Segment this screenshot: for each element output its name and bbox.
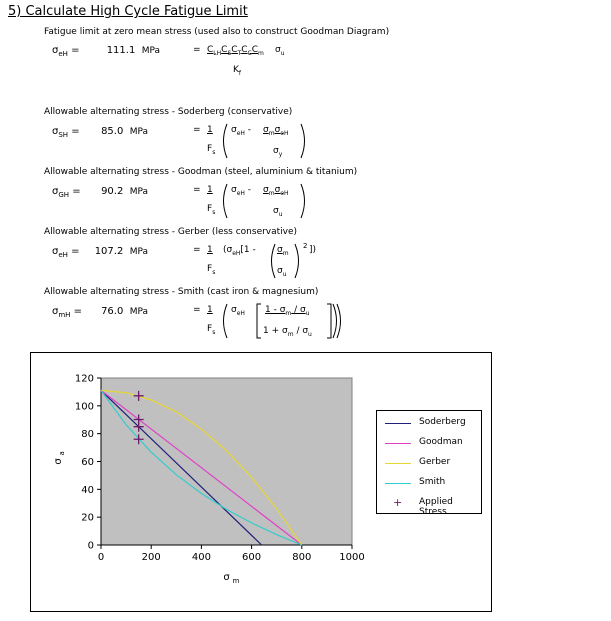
value-fatigue-limit: 111.1 MPa [106, 45, 160, 56]
formula-soderberg: = 1 $F_s$ $\sigma_{eH}$ - $\sigma_m\sigma_{eH}$ $\sigma_y$ [193, 122, 313, 162]
value-goodman: 90.2 MPa [101, 186, 148, 197]
formula-gerber: = 1 $F_s$ ($\sigma_{eH}[1$ - $\sigma_m$ $\sigma_u$ 2 ]) [193, 242, 317, 278]
legend-swatch: + [393, 496, 403, 509]
symbol-goodman: $\sigma_{GH}$ = [52, 186, 81, 199]
x-tick-label: 600 [242, 552, 262, 563]
y-tick-label: 80 [81, 429, 94, 441]
x-tick-label: 400 [191, 552, 211, 563]
legend-label: Smith [419, 477, 446, 487]
y-tick-label: 0 [87, 540, 94, 552]
y-tick-label: 40 [81, 484, 94, 496]
y-tick-label: 60 [81, 457, 94, 468]
x-tick-label: 200 [141, 552, 161, 563]
caption-soderberg: Allowable alternating stress - Soderberg (conservative) [44, 107, 293, 117]
value-gerber: 107.2 MPa [94, 246, 148, 257]
legend-swatch [385, 463, 411, 464]
value-soderberg: 85.0 MPa [101, 126, 148, 137]
symbol-fatigue-limit: $\sigma_{eH}$ = [52, 45, 80, 58]
caption-goodman: Allowable alternating stress - Goodman (steel, aluminium & titanium) [44, 167, 358, 177]
x-tick-label: 0 [97, 552, 105, 563]
y-axis-label-sub: a [58, 451, 66, 456]
legend-swatch [385, 443, 411, 444]
chart-legend [376, 410, 482, 517]
symbol-smith: $\sigma_{mH}$ = [52, 306, 83, 319]
legend-label: Gerber [419, 457, 451, 467]
y-axis-label: σ [53, 458, 64, 465]
symbol-soderberg: $\sigma_{SH}$ = [52, 126, 80, 139]
page-title: 5) Calculate High Cycle Fatigue Limit [8, 4, 248, 19]
y-tick-label: 120 [74, 373, 94, 385]
formula-fatigue-limit: = $C_{LH}C_SC_TC_CC_m$ $\sigma_u$ $K_f$ [193, 45, 285, 77]
x-axis-label-sub: m [232, 577, 240, 585]
caption-fatigue-limit: Fatigue limit at zero mean stress (used also to construct Goodman Diagram) [44, 27, 390, 37]
legend-label: Soderberg [419, 417, 466, 427]
caption-gerber: Allowable alternating stress - Gerber (less conservative) [44, 227, 298, 237]
legend-label: Goodman [419, 437, 463, 447]
legend-label: Applied Stress [419, 497, 453, 517]
symbol-gerber: $\sigma_{eH}$ = [52, 246, 80, 259]
legend-swatch [385, 483, 411, 484]
y-tick-label: 100 [74, 401, 94, 413]
x-tick-label: 800 [292, 552, 312, 563]
y-tick-label: 20 [81, 512, 94, 524]
formula-smith: = 1 $F_s$ $\sigma_{eH}$ $1 - \sigma_m / \sigma_u$ $1 + \sigma_m / \sigma_u$ [193, 302, 348, 342]
plot-area [101, 378, 352, 545]
formula-goodman: = 1 $F_s$ $\sigma_{eH}$ - $\sigma_m\sigma_{eH}$ $\sigma_u$ [193, 182, 313, 222]
legend-swatch [385, 423, 411, 424]
x-tick-label: 1000 [339, 552, 365, 563]
value-smith: 76.0 MPa [101, 306, 148, 317]
x-axis-label: σ [223, 572, 230, 583]
caption-smith: Allowable alternating stress - Smith (cast iron & magnesium) [44, 287, 319, 297]
